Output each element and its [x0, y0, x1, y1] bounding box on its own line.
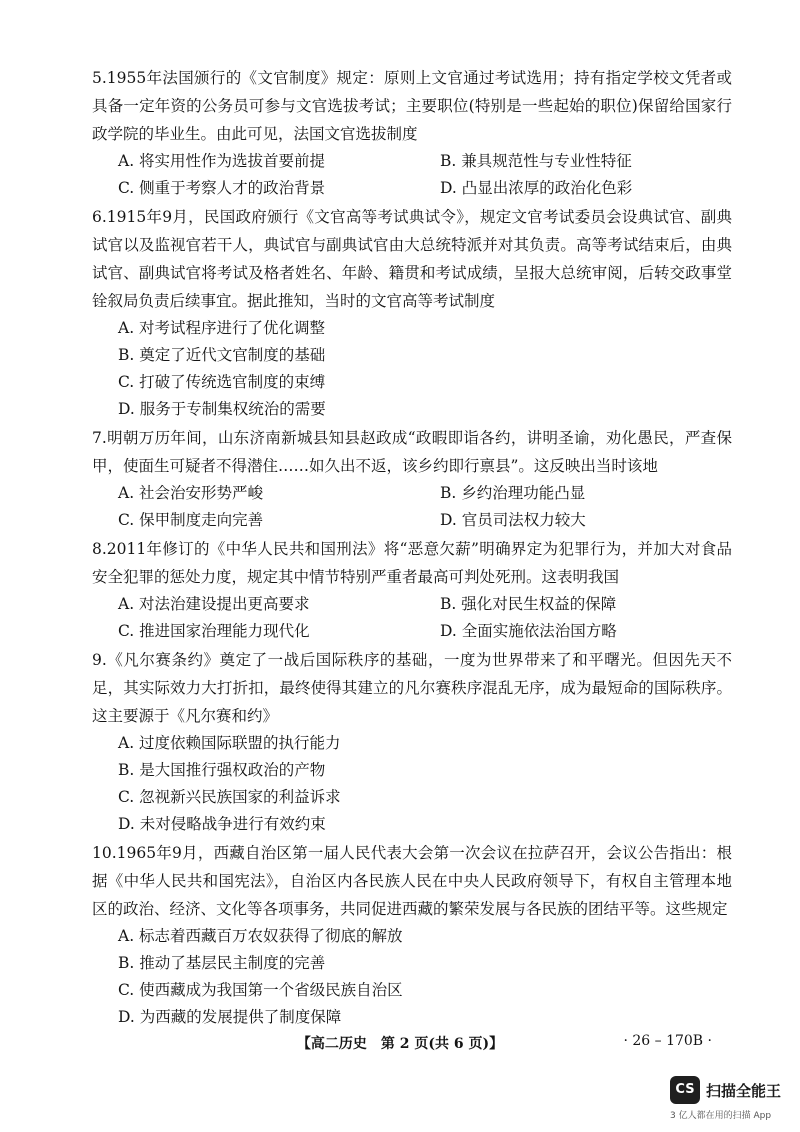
option-d: D. 凸显出浓厚的政治化色彩	[440, 179, 633, 197]
option-b: B. 奠定了近代文官制度的基础	[118, 346, 326, 364]
option-b: B. 是大国推行强权政治的产物	[118, 761, 326, 779]
options-list	[92, 923, 732, 1031]
option-c: C. 打破了传统选官制度的束缚	[118, 373, 326, 391]
option-b: B. 乡约治理功能凸显	[440, 484, 586, 502]
question-5	[92, 64, 732, 202]
option-d: D. 未对侵略战争进行有效约束	[118, 815, 326, 833]
question-stem: 5.1955年法国颁行的《文官制度》规定：原则上文官通过考试选用；持有指定学校文凭者或具备一定年资的公务员可参与文官选拔考试；主要职位(特别是一些起始的职位)保留给国家行政学院的毕业生。由此可见，法国文官选拔制度	[92, 69, 732, 143]
option-a: A. 标志着西藏百万农奴获得了彻底的解放	[118, 927, 403, 945]
options-grid	[92, 148, 732, 202]
question-8	[92, 535, 732, 645]
option-c: C. 保甲制度走向完善	[118, 511, 264, 529]
options-grid	[92, 480, 732, 534]
watermark-name: 扫描全能王	[706, 1082, 782, 1100]
option-d: D. 官员司法权力较大	[440, 511, 586, 529]
options-list	[92, 315, 732, 423]
option-a: A. 社会治安形势严峻	[118, 484, 264, 502]
option-d: D. 全面实施依法治国方略	[440, 622, 617, 640]
footer-page-info: 【高二历史 第 2 页(共 6 页)】	[296, 1036, 504, 1052]
option-a: A. 过度依赖国际联盟的执行能力	[118, 734, 341, 752]
option-b: B. 兼具规范性与专业性特征	[440, 152, 632, 170]
option-a: A. 将实用性作为选拔首要前提	[118, 152, 326, 170]
option-a: A. 对法治建设提出更高要求	[118, 595, 310, 613]
exam-page	[92, 64, 732, 1032]
page-footer	[0, 1033, 800, 1057]
question-7	[92, 424, 732, 534]
options-list	[92, 730, 732, 838]
question-stem: 7.明朝万历年间，山东济南新城县知县赵政成“政暇即诣各约，讲明圣谕，劝化愚民，严查保甲，使面生可疑者不得潜住……如久出不返，该乡约即行禀县”。这反映出当时该地	[92, 429, 732, 475]
question-6	[92, 203, 732, 423]
options-grid	[92, 591, 732, 645]
question-stem: 10.1965年9月，西藏自治区第一届人民代表大会第一次会议在拉萨召开，会议公告指出：根据《中华人民共和国宪法》，自治区内各民族人民在中央人民政府领导下，有权自主管理本地区的政治、经济、文化等各项事务，共同促进西藏的繁荣发展与各民族的团结平等。这些规定	[92, 844, 732, 918]
option-b: B. 强化对民生权益的保障	[440, 595, 617, 613]
watermark-subtitle: 3 亿人都在用的扫描 App	[670, 1111, 772, 1121]
footer-code: · 26 – 170B ·	[623, 1033, 712, 1049]
option-b: B. 推动了基层民主制度的完善	[118, 954, 326, 972]
question-stem: 9.《凡尔赛条约》奠定了一战后国际秩序的基础，一度为世界带来了和平曙光。但因先天不足，其实际效力大打折扣，最终使得其建立的凡尔赛秩序混乱无序，成为最短命的国际秩序。这主要源于《凡尔赛和约》	[92, 651, 732, 725]
option-a: A. 对考试程序进行了优化调整	[118, 319, 326, 337]
question-10	[92, 839, 732, 1031]
option-d: D. 服务于专制集权统治的需要	[118, 400, 326, 418]
question-stem: 6.1915年9月，民国政府颁行《文官高等考试典试令》，规定文官考试委员会设典试官、副典试官以及监视官若干人，典试官与副典试官由大总统特派并对其负责。高等考试结束后，由典试官、副典试官将考试及格者姓名、年龄、籍贯和考试成绩，呈报大总统审阅，后转交政事堂铨叙局负责后续事宜。据此推知，当时的文官高等考试制度	[92, 208, 732, 310]
question-stem: 8.2011年修订的《中华人民共和国刑法》将“恶意欠薪”明确界定为犯罪行为，并加大对食品安全犯罪的惩处力度，规定其中情节特别严重者最高可判处死刑。这表明我国	[92, 540, 732, 586]
option-d: D. 为西藏的发展提供了制度保障	[118, 1008, 342, 1026]
option-c: C. 使西藏成为我国第一个省级民族自治区	[118, 981, 403, 999]
option-c: C. 侧重于考察人才的政治背景	[118, 179, 326, 197]
question-9	[92, 646, 732, 838]
option-c: C. 忽视新兴民族国家的利益诉求	[118, 788, 341, 806]
scanner-watermark	[670, 1076, 790, 1122]
option-c: C. 推进国家治理能力现代化	[118, 622, 310, 640]
camscanner-logo-icon: CS	[670, 1076, 700, 1104]
